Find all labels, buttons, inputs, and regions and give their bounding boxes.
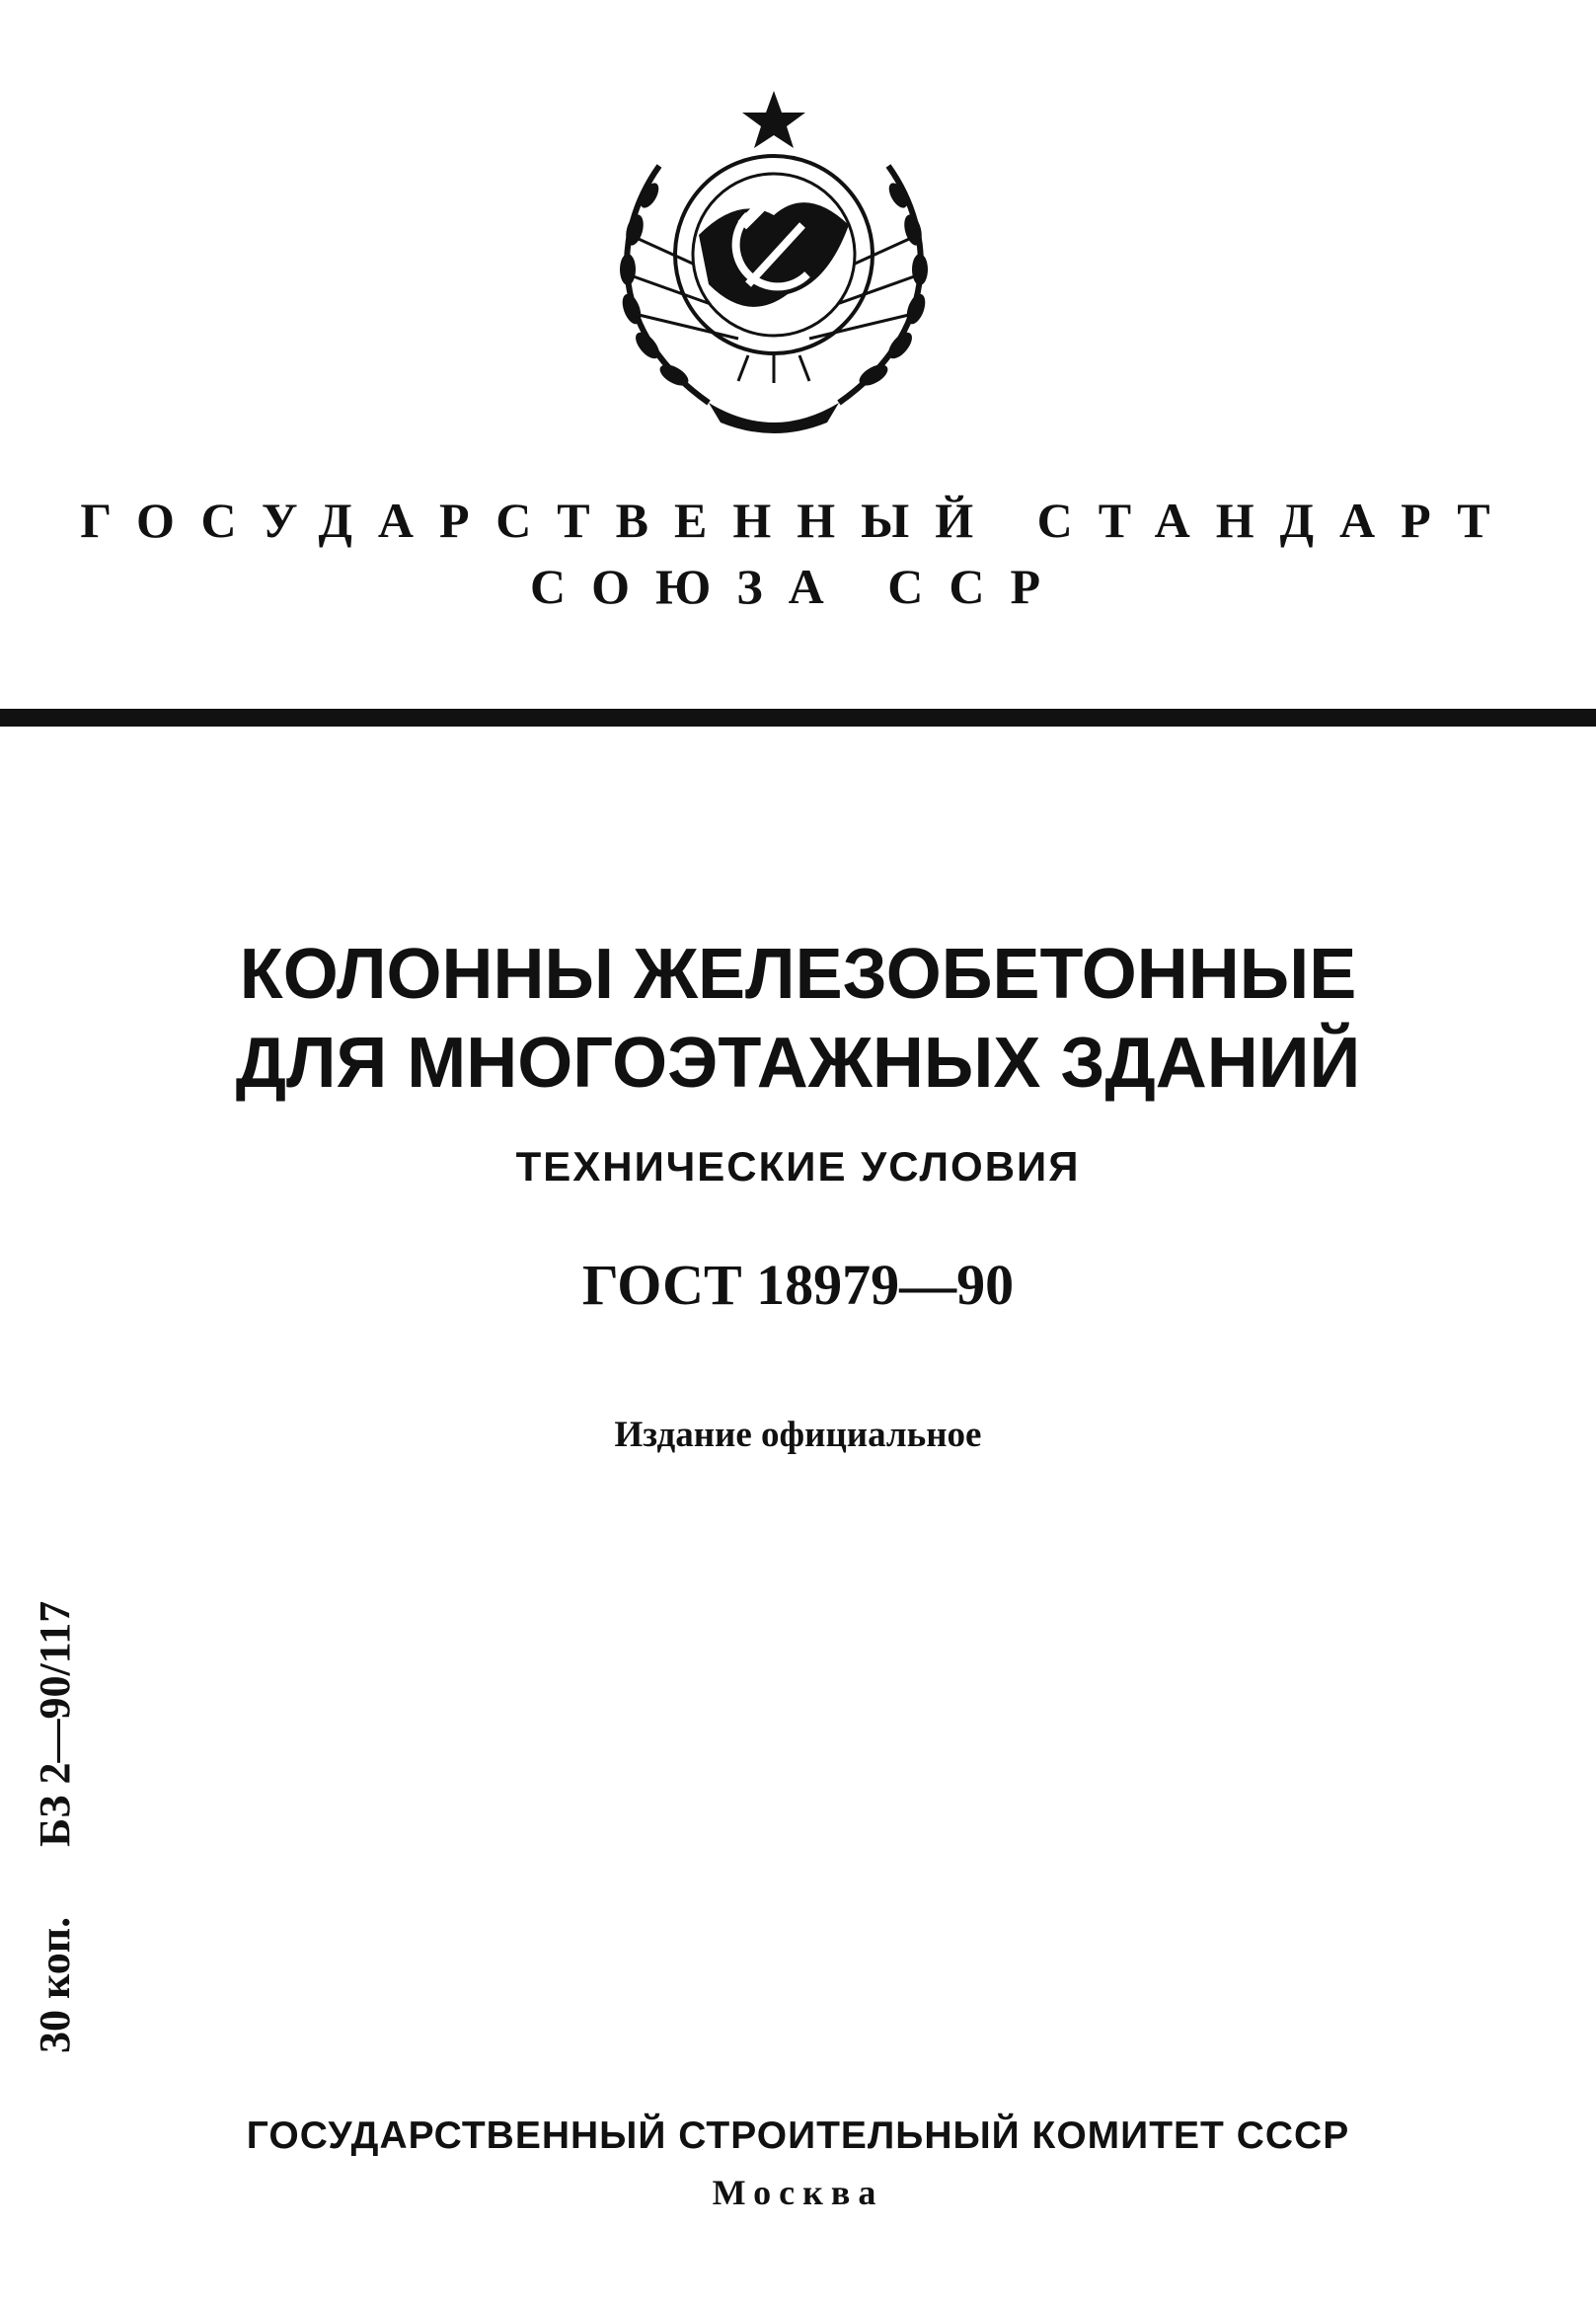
document-title-line-2: ДЛЯ МНОГОЭТАЖНЫХ ЗДАНИЙ [235,1024,1361,1103]
publisher-name: ГОСУДАРСТВЕННЫЙ СТРОИТЕЛЬНЫЙ КОМИТЕТ СССР [246,2114,1350,2157]
document-subtitle: ТЕХНИЧЕСКИЕ УСЛОВИЯ [515,1143,1081,1190]
print-code: БЗ 2—90/117 [31,1600,79,1847]
edition-label: Издание официальное [614,1415,982,1455]
side-print-info [30,1601,80,2053]
horizontal-rule [0,709,1596,727]
publisher-city: Москва [712,2173,884,2212]
price-label: 30 коп. [31,1916,79,2053]
document-title-line-1: КОЛОННЫ ЖЕЛЕЗОБЕТОННЫЕ [239,935,1357,1014]
ussr-state-emblem-icon [590,87,957,444]
header-ussr: СОЮЗА ССР [529,559,1067,614]
header-state-standard: ГОСУДАРСТВЕННЫЙ СТАНДАРТ [80,493,1516,548]
standard-number: ГОСТ 18979—90 [581,1253,1015,1317]
